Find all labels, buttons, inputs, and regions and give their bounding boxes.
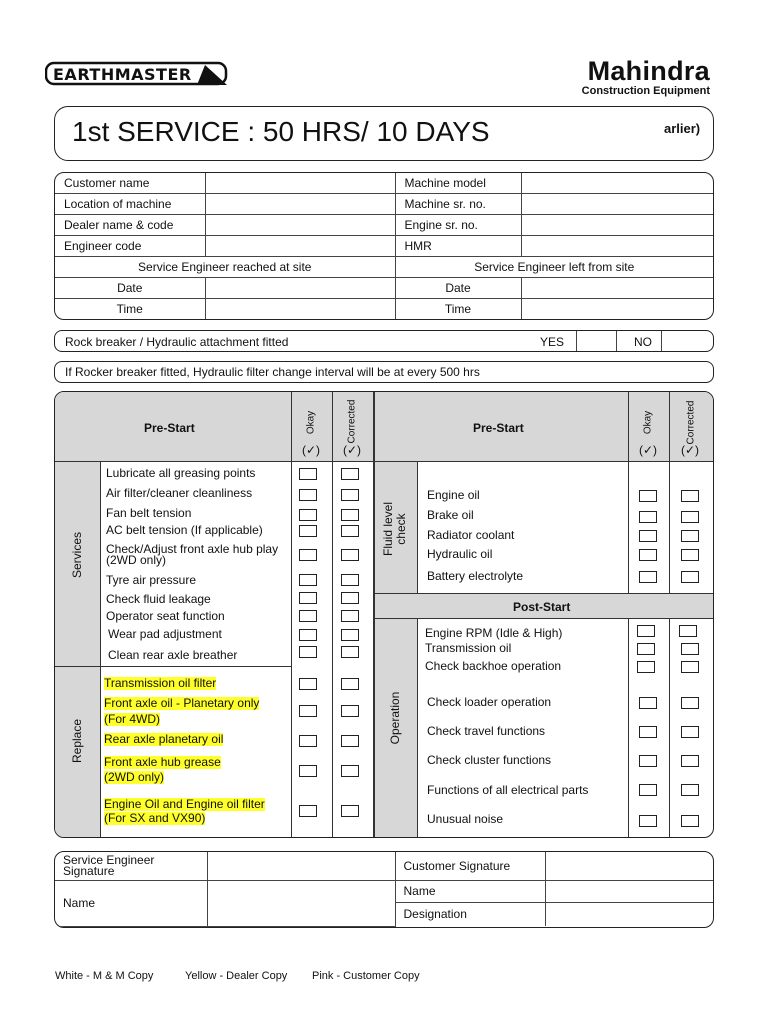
checkbox[interactable] xyxy=(637,625,655,637)
checkbox[interactable] xyxy=(681,755,699,767)
checkbox[interactable] xyxy=(681,490,699,502)
customer-name-label: Customer name xyxy=(55,173,205,194)
services-label: Services xyxy=(70,532,84,579)
left-time-label: Time xyxy=(395,299,521,320)
list-item: Check travel functions xyxy=(427,724,546,738)
list-item: Engine oil xyxy=(427,488,480,502)
checkbox[interactable] xyxy=(639,726,657,738)
checkbox[interactable] xyxy=(341,468,359,480)
svg-text:EARTHMASTER: EARTHMASTER xyxy=(53,65,192,84)
checkbox[interactable] xyxy=(299,629,317,641)
engineer-signature-label: Service Engineer Signature xyxy=(55,852,207,880)
rock-breaker-label: Rock breaker / Hydraulic attachment fitted xyxy=(65,335,289,349)
list-item: Check loader operation xyxy=(427,695,552,709)
reached-date-label: Date xyxy=(55,278,205,299)
list-item: Clean rear axle breather xyxy=(108,648,238,662)
list-item: Front axle hub grease xyxy=(104,755,221,769)
fluid-level-label: Fluid level check xyxy=(381,501,408,557)
hmr-label: HMR xyxy=(395,236,521,257)
checkbox[interactable] xyxy=(639,530,657,542)
filter-note: If Rocker breaker fitted, Hydraulic filter change interval will be at every 500 hrs xyxy=(54,361,714,383)
reached-time-label: Time xyxy=(55,299,205,320)
list-item: (2WD only) xyxy=(104,770,165,784)
engine-sr-label: Engine sr. no. xyxy=(395,215,521,236)
checkbox[interactable] xyxy=(341,574,359,586)
okay-header-left: Okay xyxy=(305,410,317,435)
checkbox[interactable] xyxy=(639,784,657,796)
checkbox[interactable] xyxy=(299,610,317,622)
pre-start-header-left: Pre-Start xyxy=(144,421,195,435)
left-date-field[interactable] xyxy=(521,278,713,299)
checkbox[interactable] xyxy=(639,571,657,583)
checkbox[interactable] xyxy=(341,705,359,717)
checkbox[interactable] xyxy=(299,525,317,537)
engine-sr-field[interactable] xyxy=(521,215,713,236)
checkbox[interactable] xyxy=(681,530,699,542)
checkbox[interactable] xyxy=(681,511,699,523)
tick-okay-left: (✓) xyxy=(302,443,321,457)
page-title: 1st SERVICE : 50 HRS/ 10 DAYS xyxy=(72,116,490,147)
checkbox[interactable] xyxy=(681,549,699,561)
list-item: Check cluster functions xyxy=(427,753,552,767)
checkbox[interactable] xyxy=(299,468,317,480)
location-field[interactable] xyxy=(205,194,395,215)
checkbox[interactable] xyxy=(341,678,359,690)
earthmaster-logo xyxy=(45,61,229,87)
pre-start-header-right: Pre-Start xyxy=(473,421,524,435)
location-label: Location of machine xyxy=(55,194,205,215)
checkbox[interactable] xyxy=(341,646,359,658)
engineer-name-field[interactable] xyxy=(207,880,395,926)
tick-corrected-right: (✓) xyxy=(681,443,700,457)
checkbox[interactable] xyxy=(299,705,317,717)
left-time-field[interactable] xyxy=(521,299,713,320)
checkbox[interactable] xyxy=(681,661,699,673)
checkbox[interactable] xyxy=(639,511,657,523)
checklist-table xyxy=(54,391,714,838)
list-item: Check fluid leakage xyxy=(106,592,211,606)
machine-sr-field[interactable] xyxy=(521,194,713,215)
checkbox[interactable] xyxy=(681,784,699,796)
no-box[interactable] xyxy=(661,331,702,351)
rock-breaker-row xyxy=(54,330,714,352)
hmr-field[interactable] xyxy=(521,236,713,257)
signature-table xyxy=(54,851,714,928)
checkbox[interactable] xyxy=(299,509,317,521)
brand-subtitle: Construction Equipment xyxy=(581,85,710,97)
engineer-code-field[interactable] xyxy=(205,236,395,257)
checkbox[interactable] xyxy=(679,625,697,637)
checkbox[interactable] xyxy=(299,489,317,501)
checkbox[interactable] xyxy=(681,697,699,709)
checkbox[interactable] xyxy=(299,592,317,604)
customer-signature-field[interactable] xyxy=(545,852,713,880)
customer-name-sig-field[interactable] xyxy=(545,880,713,902)
list-item: Tyre air pressure xyxy=(106,573,197,587)
list-item: Brake oil xyxy=(427,508,474,522)
info-table xyxy=(54,172,714,320)
reached-header: Service Engineer reached at site xyxy=(55,257,395,278)
corrected-header-right: Corrected xyxy=(685,400,697,445)
customer-name-field[interactable] xyxy=(205,173,395,194)
checkbox[interactable] xyxy=(681,815,699,827)
list-item: Rear axle planetary oil xyxy=(104,732,224,746)
corrected-header-left: Corrected xyxy=(346,399,358,444)
footer-pink: Pink - Customer Copy xyxy=(312,970,420,982)
list-item: Engine RPM (Idle & High) xyxy=(425,626,563,640)
brand-name: Mahindra xyxy=(587,56,710,86)
engineer-name-label: Name xyxy=(55,880,207,926)
left-header: Service Engineer left from site xyxy=(395,257,713,278)
list-item: Transmission oil filter xyxy=(104,676,217,690)
list-item: Functions of all electrical parts xyxy=(427,783,589,797)
checkbox[interactable] xyxy=(639,755,657,767)
checkbox[interactable] xyxy=(299,735,317,747)
list-item: Unusual noise xyxy=(427,812,504,826)
list-item: Battery electrolyte xyxy=(427,569,524,583)
list-item: Front axle oil - Planetary only xyxy=(104,696,260,710)
checkbox[interactable] xyxy=(637,643,655,655)
checkbox[interactable] xyxy=(299,765,317,777)
list-item: (2WD only) xyxy=(106,553,167,567)
list-item: Transmission oil xyxy=(425,641,512,655)
checkbox[interactable] xyxy=(637,661,655,673)
list-item: Wear pad adjustment xyxy=(108,627,222,641)
list-item: Check/Adjust front axle hub play xyxy=(106,542,279,556)
checkbox[interactable] xyxy=(299,574,317,586)
list-item: Radiator coolant xyxy=(427,528,515,542)
engineer-code-label: Engineer code xyxy=(55,236,205,257)
engineer-signature-field[interactable] xyxy=(207,852,395,880)
checkbox[interactable] xyxy=(681,726,699,738)
yes-box[interactable] xyxy=(576,331,617,351)
checkbox[interactable] xyxy=(341,592,359,604)
checkbox[interactable] xyxy=(681,571,699,583)
checkbox[interactable] xyxy=(341,735,359,747)
reached-date-field[interactable] xyxy=(205,278,395,299)
checkbox[interactable] xyxy=(341,629,359,641)
checkbox[interactable] xyxy=(341,509,359,521)
list-item: AC belt tension (If applicable) xyxy=(106,523,263,537)
machine-model-field[interactable] xyxy=(521,173,713,194)
tick-corrected-left: (✓) xyxy=(343,443,362,457)
mahindra-logo xyxy=(560,57,710,97)
left-date-label: Date xyxy=(395,278,521,299)
list-item: Lubricate all greasing points xyxy=(106,466,256,480)
checkbox[interactable] xyxy=(681,643,699,655)
checkbox[interactable] xyxy=(341,610,359,622)
dealer-label: Dealer name & code xyxy=(55,215,205,236)
machine-model-label: Machine model xyxy=(395,173,521,194)
reached-time-field[interactable] xyxy=(205,299,395,320)
post-start-header: Post-Start xyxy=(513,600,571,614)
checkbox[interactable] xyxy=(299,805,317,817)
checkbox[interactable] xyxy=(299,678,317,690)
list-item: Hydraulic oil xyxy=(427,547,493,561)
checkbox[interactable] xyxy=(341,549,359,561)
footer-yellow: Yellow - Dealer Copy xyxy=(185,970,288,982)
checkbox[interactable] xyxy=(341,489,359,501)
checkbox[interactable] xyxy=(341,525,359,537)
checkbox[interactable] xyxy=(341,805,359,817)
list-item: (For 4WD) xyxy=(104,712,160,726)
machine-sr-label: Machine sr. no. xyxy=(395,194,521,215)
checkbox[interactable] xyxy=(639,549,657,561)
no-label: NO xyxy=(634,335,652,349)
list-item: (For SX and VX90) xyxy=(104,811,206,825)
checkbox[interactable] xyxy=(341,765,359,777)
designation-label: Designation xyxy=(395,902,545,926)
dealer-field[interactable] xyxy=(205,215,395,236)
checkbox[interactable] xyxy=(639,697,657,709)
list-item: Air filter/cleaner cleanliness xyxy=(106,486,253,500)
tick-okay-right: (✓) xyxy=(639,443,658,457)
checkbox[interactable] xyxy=(639,490,657,502)
customer-signature-label: Customer Signature xyxy=(395,852,545,880)
list-item: Engine Oil and Engine oil filter xyxy=(104,797,265,811)
operation-label: Operation xyxy=(388,691,402,745)
yes-label: YES xyxy=(540,335,565,349)
checkbox[interactable] xyxy=(639,815,657,827)
list-item: Operator seat function xyxy=(106,609,225,623)
footer-white: White - M & M Copy xyxy=(55,970,154,982)
okay-header-right: Okay xyxy=(642,410,654,435)
title-note: arlier) xyxy=(664,121,701,136)
replace-label: Replace xyxy=(70,718,84,764)
customer-name-label: Name xyxy=(395,880,545,902)
list-item: Fan belt tension xyxy=(106,506,192,520)
designation-field[interactable] xyxy=(545,902,713,926)
list-item: Check backhoe operation xyxy=(425,659,562,673)
checkbox[interactable] xyxy=(299,646,317,658)
checkbox[interactable] xyxy=(299,549,317,561)
